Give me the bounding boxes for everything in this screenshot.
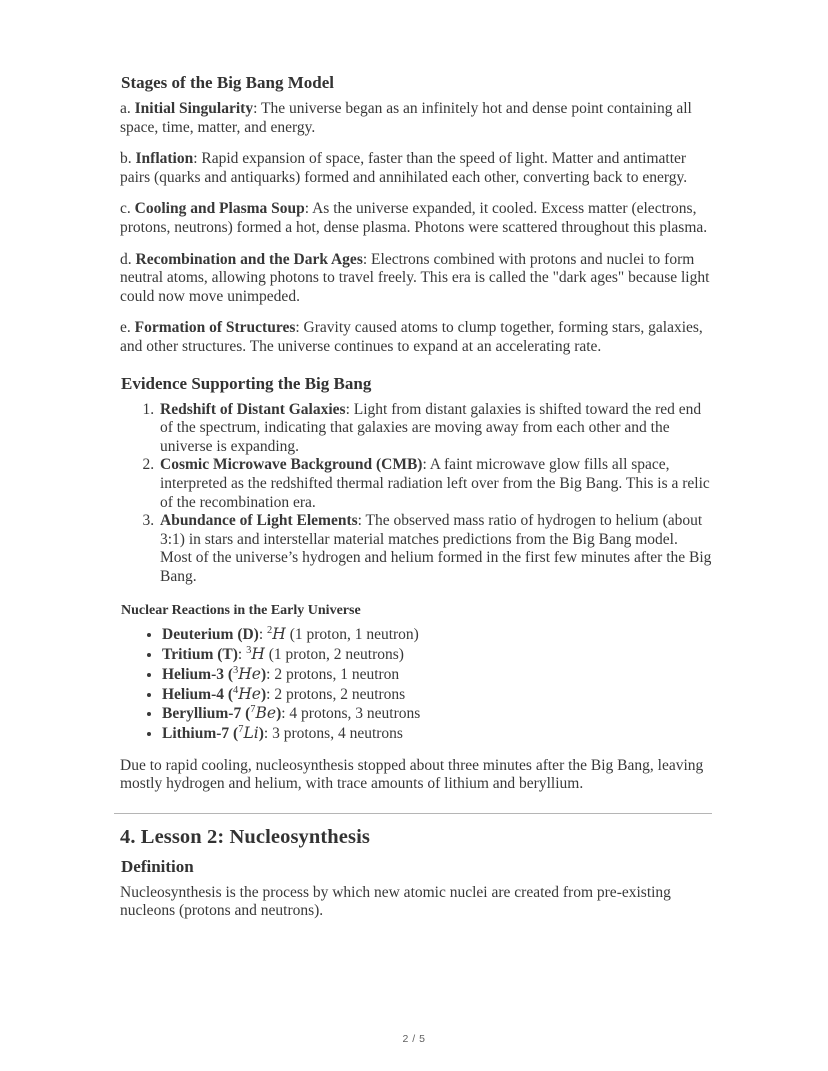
section-heading-lesson2: 4. Lesson 2: Nucleosynthesis <box>120 825 370 848</box>
section-heading-evidence: Evidence Supporting the Big Bang <box>121 373 372 393</box>
evidence-item-redshift: 1. Redshift of Distant Galaxies: Light from distant galaxies is shifted toward the red end of the spectrum, indicating that galaxies are moving away from each other and the universe is expanding. <box>158 401 712 457</box>
stage-paragraph-cooling-plasma-soup: c. Cooling and Plasma Soup: As the universe expanded, it cooled. Excess matter (electrons, protons, neutrons) formed a hot, dense plasma. Photons were scattered throughout this plasma. <box>120 200 708 236</box>
nuclear-item-beryllium-7: • Beryllium-7 ($^7$Be): 4 protons, 3 neutrons <box>162 704 712 724</box>
section-divider <box>114 813 712 814</box>
stage-paragraph-recombination-dark-ages: d. Recombination and the Dark Ages: Electrons combined with protons and nuclei to form neutral atoms, allowing photons to travel freely. This era is called the "dark ages" because light could now move unimpeded. <box>120 250 710 305</box>
nuclear-item-tritium: • Tritium (T): $^3$H (1 proton, 2 neutrons) <box>162 645 712 665</box>
nuclear-item-helium-3: • Helium-3 ($^3$He): 2 protons, 1 neutron <box>162 665 712 685</box>
evidence-item-light-elements: 3. Abundance of Light Elements: The observed mass ratio of hydrogen to helium (about 3:1) in stars and interstellar material matches predictions from the Big Bang model. Most of the universe’s hydrogen and helium formed in the first few minutes after the Big Bang. <box>158 512 712 586</box>
closing-paragraph: Due to rapid cooling, nucleosynthesis stopped about three minutes after the Big Bang, leaving mostly hydrogen and helium, with trace amounts of lithium and beryllium. <box>120 756 704 793</box>
page-content <box>120 73 712 934</box>
stage-paragraph-formation-of-structures: e. Formation of Structures: Gravity caused atoms to clump together, forming stars, galaxies, and other structures. The universe continues to expand at an accelerating rate. <box>120 319 703 355</box>
nuclear-item-lithium-7: • Lithium-7 ($^7$Li): 3 protons, 4 neutrons <box>162 724 712 744</box>
stage-paragraph-inflation: b. Inflation: Rapid expansion of space, faster than the speed of light. Matter and antimatter pairs (quarks and antiquarks) formed and annihilated each other, converting back to energy. <box>120 150 688 186</box>
definition-paragraph: Nucleosynthesis is the process by which new atomic nuclei are created from pre-existing nucleons (protons and neutrons). <box>120 883 671 920</box>
nuclear-item-helium-4: • Helium-4 ($^4$He): 2 protons, 2 neutrons <box>162 685 712 705</box>
nuclear-reactions-list <box>120 625 712 743</box>
stage-paragraph-initial-singularity: a. Initial Singularity: The universe began as an infinitely hot and dense point containing all space, time, matter, and energy. <box>120 100 692 136</box>
section-heading-stages: Stages of the Big Bang Model <box>121 73 334 92</box>
section-heading-nuclear-reactions: Nuclear Reactions in the Early Universe <box>121 603 361 619</box>
subsection-heading-definition: Definition <box>121 856 194 876</box>
page-number-indicator: 2 / 5 <box>402 1033 426 1045</box>
evidence-item-cmb: 2. Cosmic Microwave Background (CMB): A faint microwave glow fills all space, interpreted as the redshifted thermal radiation left over from the Big Bang. This is a relic of the recombination era. <box>158 456 712 512</box>
evidence-list <box>120 401 712 587</box>
nuclear-item-deuterium: • Deuterium (D): $^2$H (1 proton, 1 neutron) <box>162 625 712 645</box>
